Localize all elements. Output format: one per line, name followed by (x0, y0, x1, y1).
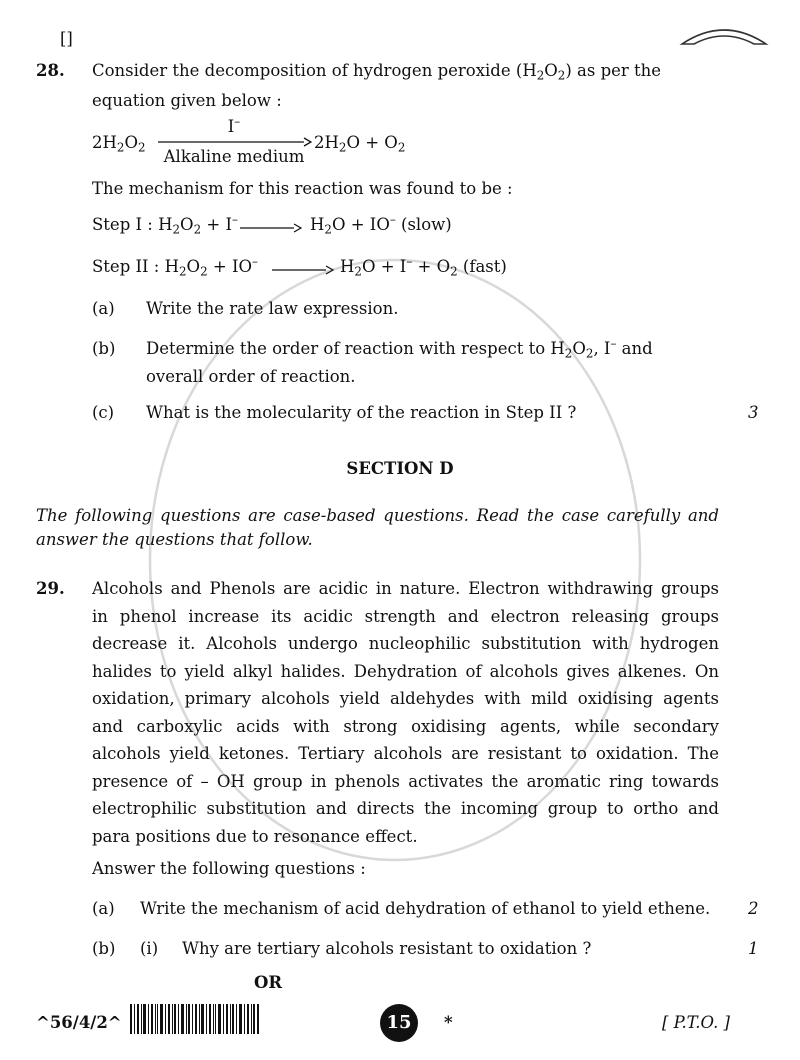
barcode (130, 1004, 260, 1034)
footer-star: * (444, 1013, 453, 1032)
step-1: Step I : $H_2O_2 + I^-$ (92, 212, 238, 237)
mechanism-text: The mechanism for this reaction was found to be : (92, 179, 513, 198)
eq-catalyst: I– (227, 114, 241, 136)
paper-code: ^56/4/2^ (36, 1013, 122, 1032)
pto-label: [ P.T.O. ] (662, 1013, 730, 1032)
q29-part-b-label: (b) (92, 939, 116, 958)
step-2-products: $H_2O + I^- + O_2$ (fast) (340, 254, 507, 279)
answer-intro: Answer the following questions : (92, 859, 366, 878)
q29-part-b-text: Why are tertiary alcohols resistant to oxidation ? (182, 939, 592, 958)
step1-arrow (240, 222, 302, 234)
q29-part-b-marks: 1 (748, 939, 759, 958)
section-instructions: The following questions are case-based questions. Read the case carefully and answer the questions that follow. (36, 506, 719, 549)
question-number-28: 28. (36, 61, 65, 80)
step-2: Step II : $H_2O_2 + IO^-$ (92, 254, 258, 279)
passage-line: in phenol increase its acidic strength and electron releasing groups (92, 606, 719, 626)
q29-part-b-sub: (i) (140, 939, 159, 958)
passage-line: electrophilic substitution and directs the incoming group to ortho and (92, 799, 719, 818)
step-1-products: $H_2O + IO^-$ (slow) (310, 212, 452, 237)
q29-part-a-text: Write the mechanism of acid dehydration of ethanol to yield ethene. (140, 899, 711, 918)
passage-line: alcohols yield ketones. Tertiary alcohols are resistant to oxidation. The (92, 744, 719, 763)
page-number: 15 (380, 1004, 418, 1042)
eq-products: $2H_2O + O_2$ (314, 133, 406, 155)
page-corner-logo (678, 22, 770, 48)
passage-line: presence of – OH group in phenols activates the aromatic ring towards (92, 771, 719, 791)
question-number-29: 29. (36, 579, 65, 598)
passage-line: decrease it. Alcohols undergo nucleophilic substitution with hydrogen (92, 634, 719, 653)
q28-marks: 3 (748, 403, 759, 422)
q29-passage (92, 578, 719, 853)
q28-part-c-label: (c) (92, 403, 115, 422)
q28-part-b-line2: overall order of reaction. (146, 367, 356, 386)
q29-part-a-label: (a) (92, 899, 115, 918)
q28-part-a-text: Write the rate law expression. (146, 299, 399, 318)
q28-intro: Consider the decomposition of hydrogen peroxide $(H_2O_2)$ as per the (92, 61, 662, 83)
passage-line: halides to yield alkyl halides. Dehydration of alcohols gives alkenes. On (92, 661, 719, 681)
q28-equation: $2H_2O_2$ (92, 133, 146, 155)
passage-line: Alcohols and Phenols are acidic in nature. Electron withdrawing groups (92, 579, 719, 598)
passage-line: and carboxylic acids with strong oxidising agents, while secondary (92, 716, 719, 736)
eq-condition: Alkaline medium (163, 147, 305, 166)
q28-part-b-label: (b) (92, 339, 116, 358)
q29-part-a-marks: 2 (748, 899, 759, 918)
passage-line: para positions due to resonance effect. (92, 826, 418, 846)
or-divider: OR (254, 973, 283, 992)
q28-part-c-text: What is the molecularity of the reaction in Step II ? (146, 403, 577, 422)
q28-intro-line2: equation given below : (92, 91, 282, 110)
header-bracket: [] (60, 29, 73, 48)
q28-part-b-text: Determine the order of reaction with respect to $H_2O_2$, I– and (146, 336, 653, 361)
step2-arrow (272, 264, 334, 276)
passage-line: oxidation, primary alcohols yield aldehydes with mild oxidising agents (92, 689, 719, 708)
q28-part-a-label: (a) (92, 299, 115, 318)
section-title: SECTION D (346, 459, 454, 478)
